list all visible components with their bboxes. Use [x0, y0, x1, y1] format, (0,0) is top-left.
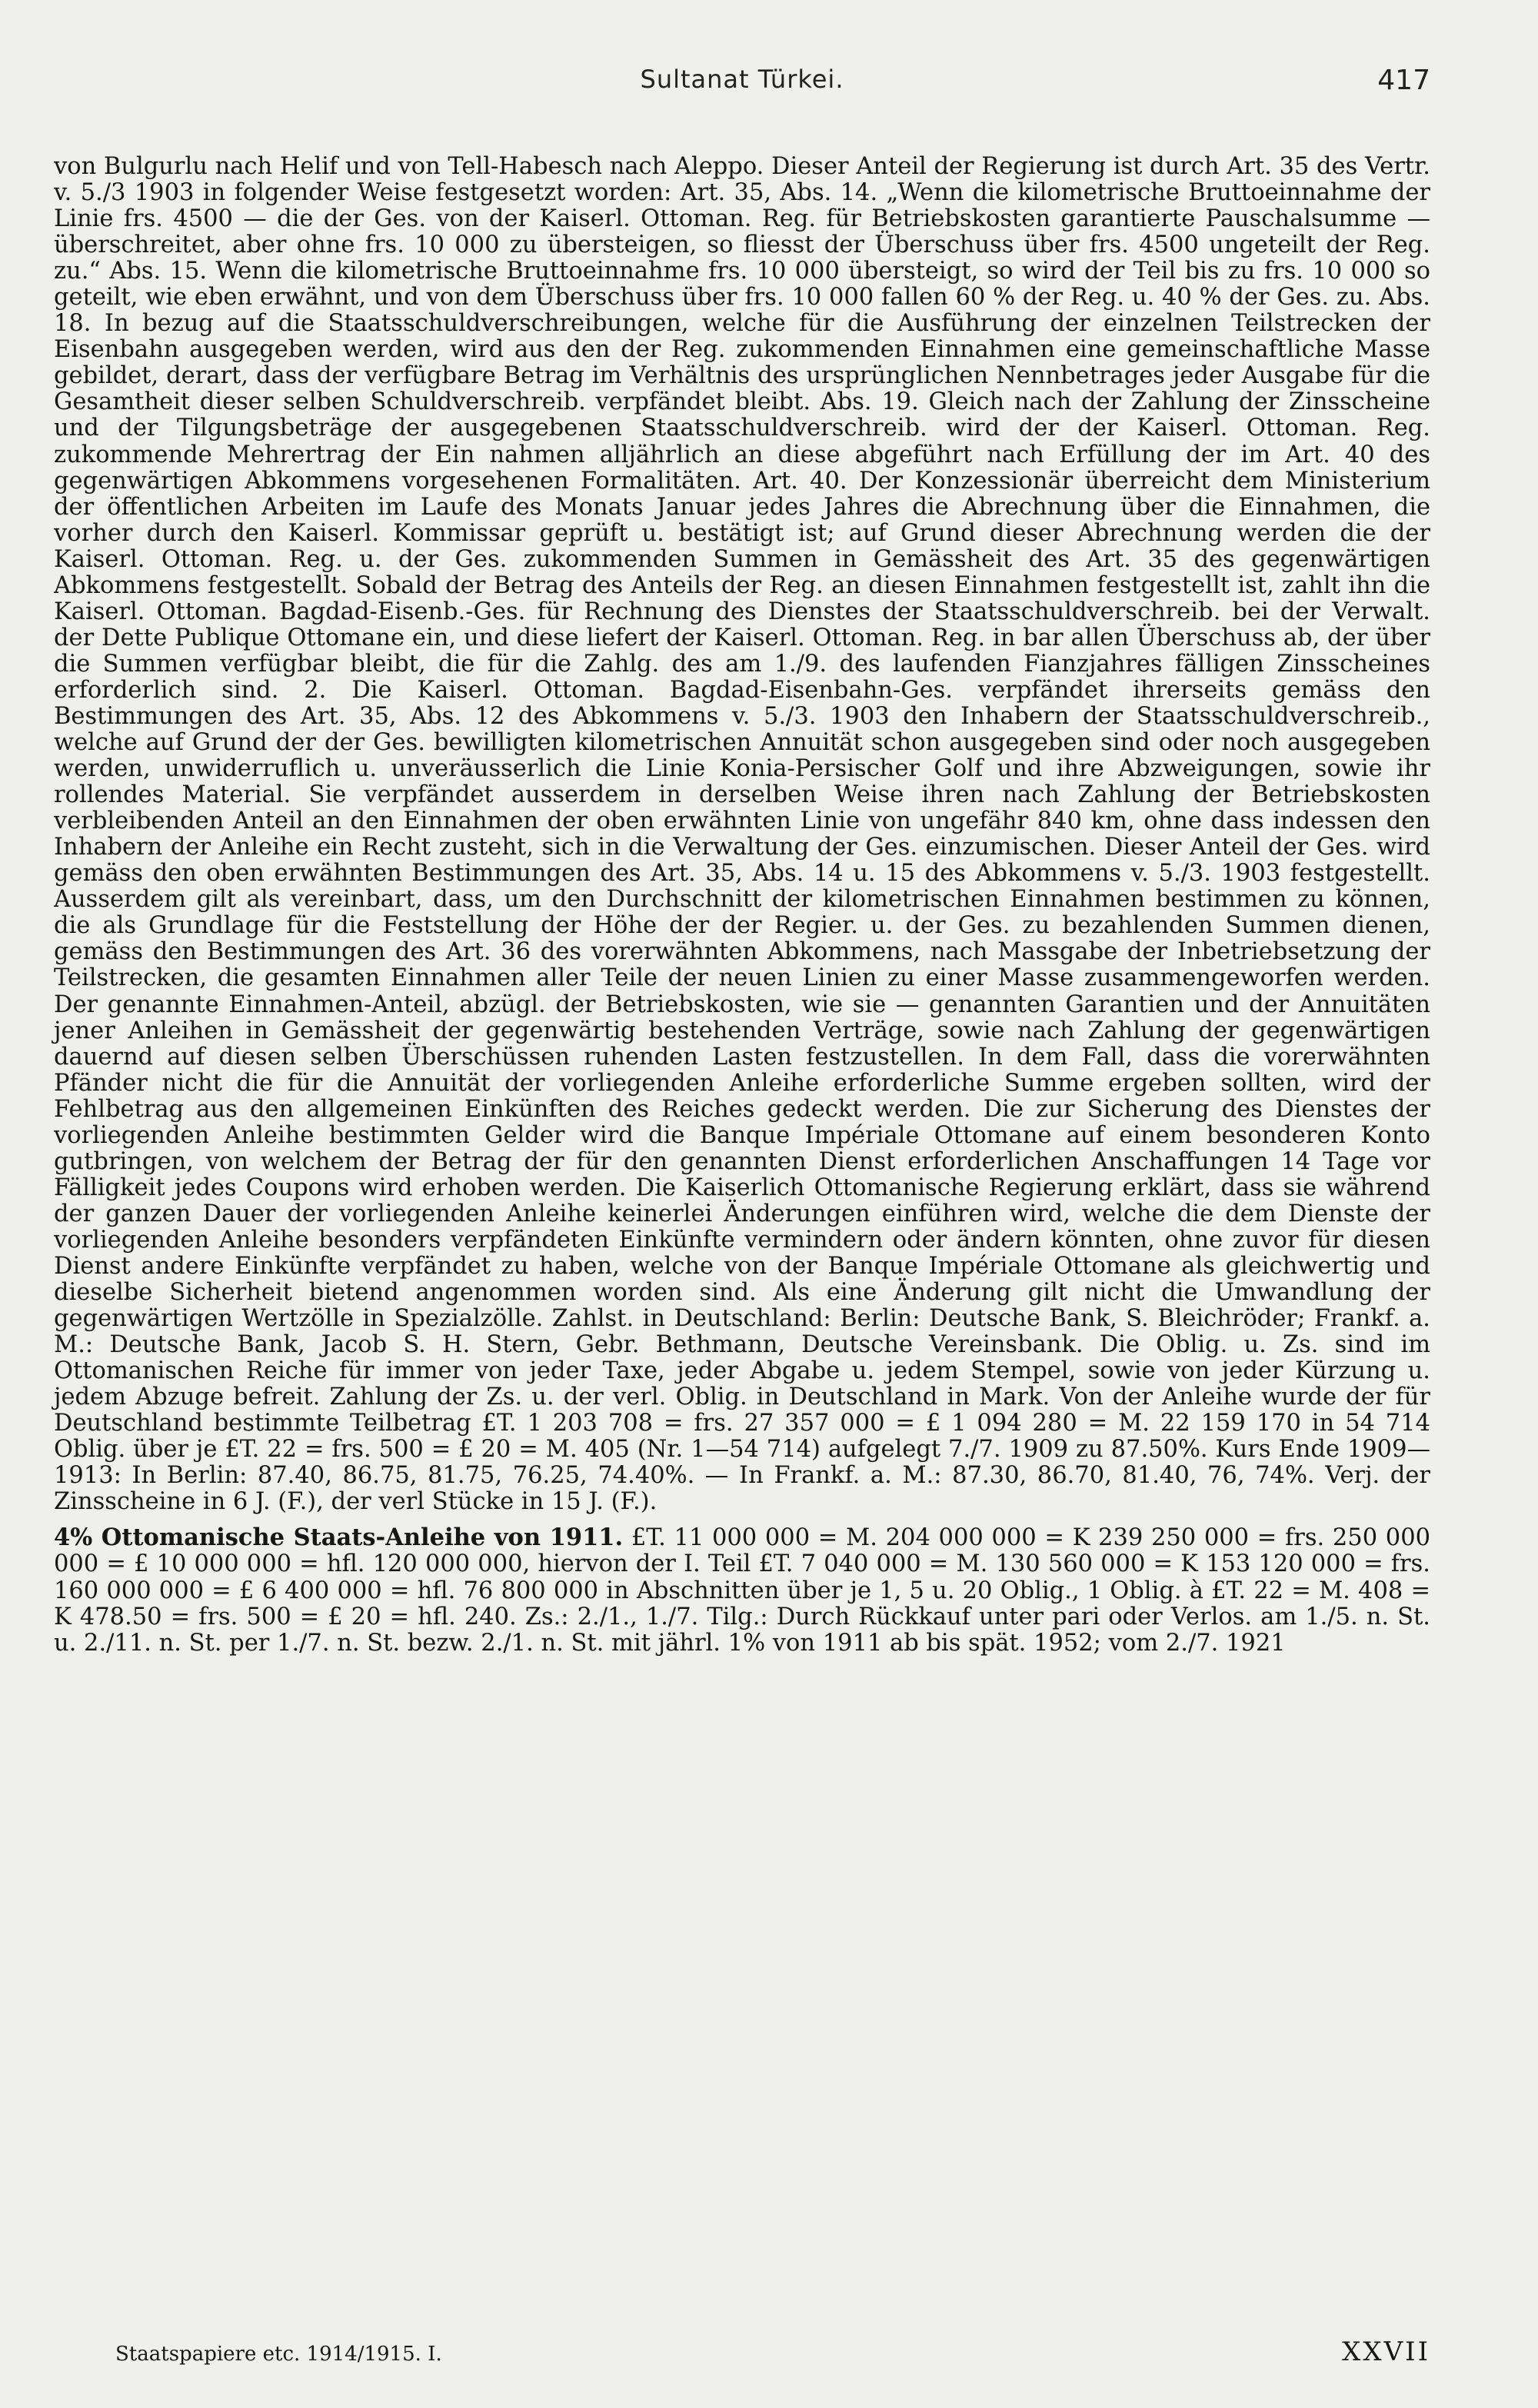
running-title: Sultanat Türkei. — [640, 65, 844, 94]
paragraph-text: £T. 11 000 000 = M. 204 000 000 = K 239 250 000 = frs. 250 000 000 = £ 10 000 000 = hfl. 120 000 000, hiervon der I. Teil £T. 7 040 000 = M. 130 560 000 = K 153 120 000 = frs. 160 000 000 = £ 6 400 000 = hfl. 76 800 000 in Abschnitten über je 1, 5 u. 20 Oblig., 1 Oblig. à £T. 22 = M. 408 = K 478.50 = frs. 500 = £ 20 = hfl. 240. Zs.: 2./1., 1./7. Tilg.: Durch Rückkauf unter pari oder Verlos. am 1./5. n. St. u. 2./11. n. St. per 1./7. n. St. bezw. 2./1. n. St. mit jährl. 1% von 1911 ab bis spät. 1952; vom 2./7. 1921 — [54, 1524, 1431, 1657]
paragraph — [54, 1524, 1430, 1656]
running-header — [54, 65, 1430, 111]
paragraph: von Bulgurlu nach Helif und von Tell-Habesch nach Aleppo. Dieser Anteil der Regierung ist durch Art. 35 des Vertr. v. 5./3 1903 in folgender Weise festgesetzt worden: Art. 35, Abs. 14. „Wenn die kilometrische Bruttoeinnahme der Linie frs. 4500 — die der Ges. von der Kaiserl. Ottoman. Reg. für Betriebskosten garantierte Pauschalsumme — überschreitet, aber ohne frs. 10 000 zu übersteigen, so fliesst der Überschuss über frs. 4500 ungeteilt der Reg. zu.“ Abs. 15. Wenn die kilometrische Bruttoeinnahme frs. 10 000 übersteigt, so wird der Teil bis zu frs. 10 000 so geteilt, wie eben erwähnt, und von dem Überschuss über frs. 10 000 fallen 60 % der Reg. u. 40 % der Ges. zu. Abs. 18. In bezug auf die Staatsschuldverschreibungen, welche für die Ausführung der einzelnen Teilstrecken der Eisenbahn ausgegeben werden, wird aus den der Reg. zukommenden Einnahmen eine gemeinschaftliche Masse gebildet, derart, dass der verfügbare Betrag im Verhältnis des ursprünglichen Nennbetrages jeder Ausgabe für die Gesamtheit dieser selben Schuldverschreib. verpfändet bleibt. Abs. 19. Gleich nach der Zahlung der Zinsscheine und der Tilgungsbeträge der ausgegebenen Staatsschuldverschreib. wird der der Kaiserl. Ottoman. Reg. zukommende Mehrertrag der Ein nahmen alljährlich an diese abgeführt nach Erfüllung der im Art. 40 des gegenwärtigen Abkommens vorgesehenen Formalitäten. Art. 40. Der Konzessionär überreicht dem Ministerium der öffentlichen Arbeiten im Laufe des Monats Januar jedes Jahres die Abrechnung über die Einnahmen, die vorher durch den Kaiserl. Kommissar geprüft u. bestätigt ist; auf Grund dieser Abrechnung werden die der Kaiserl. Ottoman. Reg. u. der Ges. zukommenden Summen in Gemässheit des Art. 35 des gegenwärtigen Abkommens festgestellt. Sobald der Betrag des Anteils der Reg. an diesen Einnahmen festgestellt ist, zahlt ihn die Kaiserl. Ottoman. Bagdad-Eisenb.-Ges. für Rechnung des Dienstes der Staatsschuldverschreib. bei der Verwalt. der Dette Publique Ottomane ein, und diese liefert der Kaiserl. Ottoman. Reg. in bar allen Überschuss ab, der über die Summen verfügbar bleibt, die für die Zahlg. des am 1./9. des laufenden Fianzjahres fälligen Zinsscheines erforderlich sind. 2. Die Kaiserl. Ottoman. Bagdad-Eisenbahn-Ges. verpfändet ihrerseits gemäss den Bestimmungen des Art. 35, Abs. 12 des Abkommens v. 5./3. 1903 den Inhabern der Staatsschuldverschreib., welche auf Grund der der Ges. bewilligten kilometrischen Annuität schon ausgegeben sind oder noch ausgegeben werden, unwiderruflich u. unveräusserlich die Linie Konia-Persischer Golf und ihre Abzweigungen, sowie ihr rollendes Material. Sie verpfändet ausserdem in derselben Weise ihren nach Zahlung der Betriebskosten verbleibenden Anteil an den Einnahmen der oben erwähnten Linie von ungefähr 840 km, ohne dass indessen den Inhabern der Anleihe ein Recht zusteht, sich in die Verwaltung der Ges. einzumischen. Dieser Anteil der Ges. wird gemäss den oben erwähnten Bestimmungen des Art. 35, Abs. 14 u. 15 des Abkommens v. 5./3. 1903 festgestellt. Ausserdem gilt als vereinbart, dass, um den Durchschnitt der kilometrischen Einnahmen bestimmen zu können, die als Grundlage für die Feststellung der Höhe der der Regier. u. der Ges. zu bezahlenden Summen dienen, gemäss den Bestimmungen des Art. 36 des vorerwähnten Abkommens, nach Massgabe der Inbetriebsetzung der Teilstrecken, die gesamten Einnahmen aller Teile der neuen Linien zu einer Masse zusammengeworfen werden. Der genannte Einnahmen-Anteil, abzügl. der Betriebskosten, wie sie — genannten Garantien und der Annuitäten jener Anleihen in Gemässheit der gegenwärtig bestehenden Verträge, sowie nach Zahlung der gegenwärtigen dauernd auf diesen selben Überschüssen ruhenden Lasten festzustellen. In dem Fall, dass die vorerwähnten Pfänder nicht die für die Annuität der vorliegenden Anleihe erforderliche Summe ergeben sollten, wird der Fehlbetrag aus den allgemeinen Einkünften des Reiches gedeckt werden. Die zur Sicherung des Dienstes der vorliegenden Anleihe bestimmten Gelder wird die Banque Impériale Ottomane auf einem besonderen Konto gutbringen, von welchem der Betrag der für den genannten Dienst erforderlichen Anschaffungen 14 Tage vor Fälligkeit jedes Coupons wird erhoben werden. Die Kaiserlich Ottomanische Regierung erklärt, dass sie während der ganzen Dauer der vorliegenden Anleihe keinerlei Änderungen einführen wird, welche die dem Dienste der vorliegenden Anleihe besonders verpfändeten Einkünfte vermindern oder ändern könnten, ohne zuvor für diesen Dienst andere Einkünfte verpfändet zu haben, welche von der Banque Impériale Ottomane als gleichwertig und dieselbe Sicherheit bietend angenommen worden sind. Als eine Änderung gilt nicht die Umwandlung der gegenwärtigen Wertzölle in Spezialzölle. Zahlst. in Deutschland: Berlin: Deutsche Bank, S. Bleichröder; Frankf. a. M.: Deutsche Bank, Jacob S. H. Stern, Gebr. Bethmann, Deutsche Vereinsbank. Die Oblig. u. Zs. sind im Ottomanischen Reiche für immer von jeder Taxe, jeder Abgabe u. jedem Stempel, sowie von jeder Kürzung u. jedem Abzuge befreit. Zahlung der Zs. u. der verl. Oblig. in Deutschland in Mark. Von der Anleihe wurde der für Deutschland bestimmte Teilbetrag £T. 1 203 708 = frs. 27 357 000 = £ 1 094 280 = M. 22 159 170 in 54 714 Oblig. über je £T. 22 = frs. 500 = £ 20 = M. 405 (Nr. 1—54 714) aufgelegt 7./7. 1909 zu 87.50%. Kurs Ende 1909—1913: In Berlin: 87.40, 86.75, 81.75, 76.25, 74.40%. — In Frankf. a. M.: 87.30, 86.70, 81.40, 76, 74%. Verj. der Zinsscheine in 6 J. (F.), der verl Stücke in 15 J. (F.). — [54, 153, 1430, 1516]
signature-mark: XXVII — [1342, 2336, 1430, 2367]
text-body — [54, 154, 1430, 1657]
section-heading: 4% Ottomanische Staats-Anleihe von 1911. — [54, 1524, 624, 1552]
page-number: 417 — [1377, 65, 1430, 96]
imprint-line: Staatspapiere etc. 1914/1915. I. — [115, 2343, 442, 2366]
page-footer — [115, 2336, 1430, 2375]
